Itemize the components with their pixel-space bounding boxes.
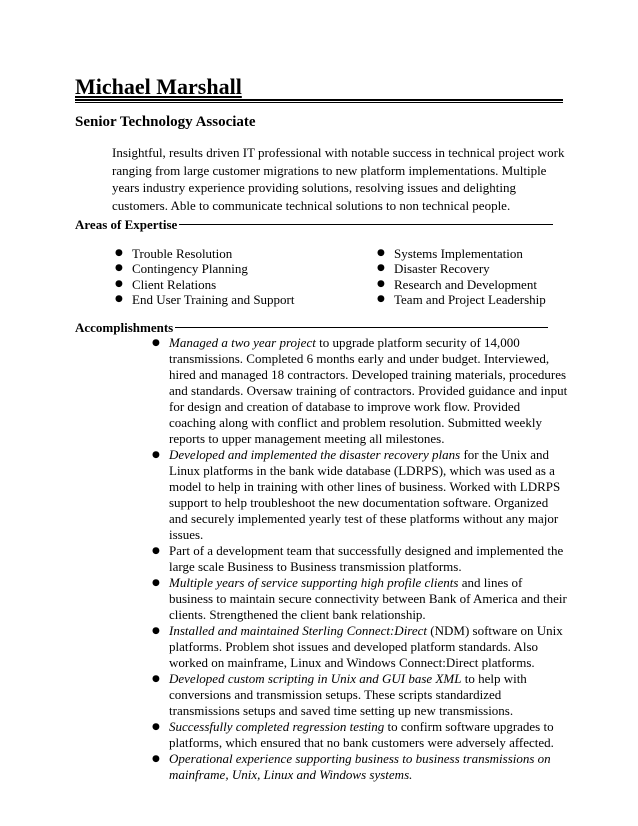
expertise-item: ● Research and Development [377,276,537,292]
accomplishments-list [152,335,569,783]
accomplishments-heading-label: Accomplishments [75,320,174,335]
bullet-icon: ● [377,263,385,274]
bullet-icon: ● [152,754,160,764]
bullet-icon: ● [115,248,123,258]
accomplishment-item: ● Successfully completed regression testing to confirm software upgrades to platforms, which ensured that no bank customers were adversely affected. [152,719,554,750]
bullet-icon: ● [115,278,123,289]
bullet-icon: ● [152,722,160,732]
expertise-item: ● Systems Implementation [377,246,523,261]
bullet-icon: ● [152,546,160,556]
name-underline-thin [75,102,563,103]
bullet-icon: ● [152,450,160,460]
bullet-icon: ● [377,278,385,289]
expertise-heading-rule [179,224,553,225]
expertise-item: ● Trouble Resolution [115,246,233,261]
accomplishment-item: ● Operational experience supporting business to business transmissions on mainframe, Unix, Linux and Windows systems. [152,751,551,782]
candidate-name: Michael Marshall [75,74,242,99]
expertise-item: ● Disaster Recovery [377,261,490,277]
accomplishments-heading [75,320,548,335]
summary-paragraph: Insightful, results driven IT professional with notable success in technical project work ranging from large customer migrations to new platform implementations. Multiple years industry experience providing solutions, resolving issues and delighting customers. Able to communicate technical solutions to non technical people. [112,145,565,213]
bullet-icon: ● [377,248,385,258]
expertise-heading-label: Areas of Expertise [75,217,178,232]
accomplishment-item: ● Part of a development team that successfully designed and implemented the large scale Business to Business transmission platforms. [152,543,564,574]
expertise-list-left [115,246,352,307]
expertise-heading [75,217,553,232]
bullet-icon: ● [377,293,385,304]
accomplishment-item: ● Developed and implemented the disaster recovery plans for the Unix and Linux platforms in the bank wide database (LDRPS), which was used as a model to help in training with other lines of business. Worked with LDRPS support to help troubleshoot the new documentation software. Organized and securely implemented yearly test of these platforms without any major issues. [152,447,561,542]
accomplishment-item: ● Developed custom scripting in Unix and GUI base XML to help with conversions and transmission setups. These scripts standardized transmissions setups and saved time setting up new transmissions. [152,671,527,718]
expertise-item: ● Team and Project Leadership [377,291,546,307]
bullet-icon: ● [115,263,123,274]
accomplishment-item: ● Multiple years of service supporting high profile clients and lines of business to maintain secure connectivity between Bank of America and their clients. Strengthened the client bank relationship. [152,575,567,622]
name-underline [75,99,563,101]
name-header [75,76,563,102]
expertise-item: ● End User Training and Support [115,291,295,307]
bullet-icon: ● [152,338,160,348]
bullet-icon: ● [152,626,160,636]
expertise-list-right [377,246,584,307]
bullet-icon: ● [152,674,160,684]
accomplishment-item: ● Installed and maintained Sterling Connect:Direct (NDM) software on Unix platforms. Problem shot issues and developed platform standards. Also worked on mainframe, Linux and Windows Connect:Direct platforms. [152,623,563,670]
bullet-icon: ● [115,293,123,304]
accomplishments-heading-rule [175,327,548,328]
accomplishment-item: ● Managed a two year project to upgrade platform security of 14,000 transmissions. Completed 6 months early and under budget. Interviewed, hired and managed 18 contractors. Developed training materials, procedures and standards. Oversaw training of contractors. Provided guidance and input for design and creation of database to improve work flow. Provided coaching along with conflict and problem resolution. Submitted weekly reports to upper management meeting all milestones. [152,335,568,446]
bullet-icon: ● [152,578,160,588]
expertise-item: ● Contingency Planning [115,261,248,277]
expertise-item: ● Client Relations [115,276,217,292]
job-title: Senior Technology Associate [75,114,256,130]
